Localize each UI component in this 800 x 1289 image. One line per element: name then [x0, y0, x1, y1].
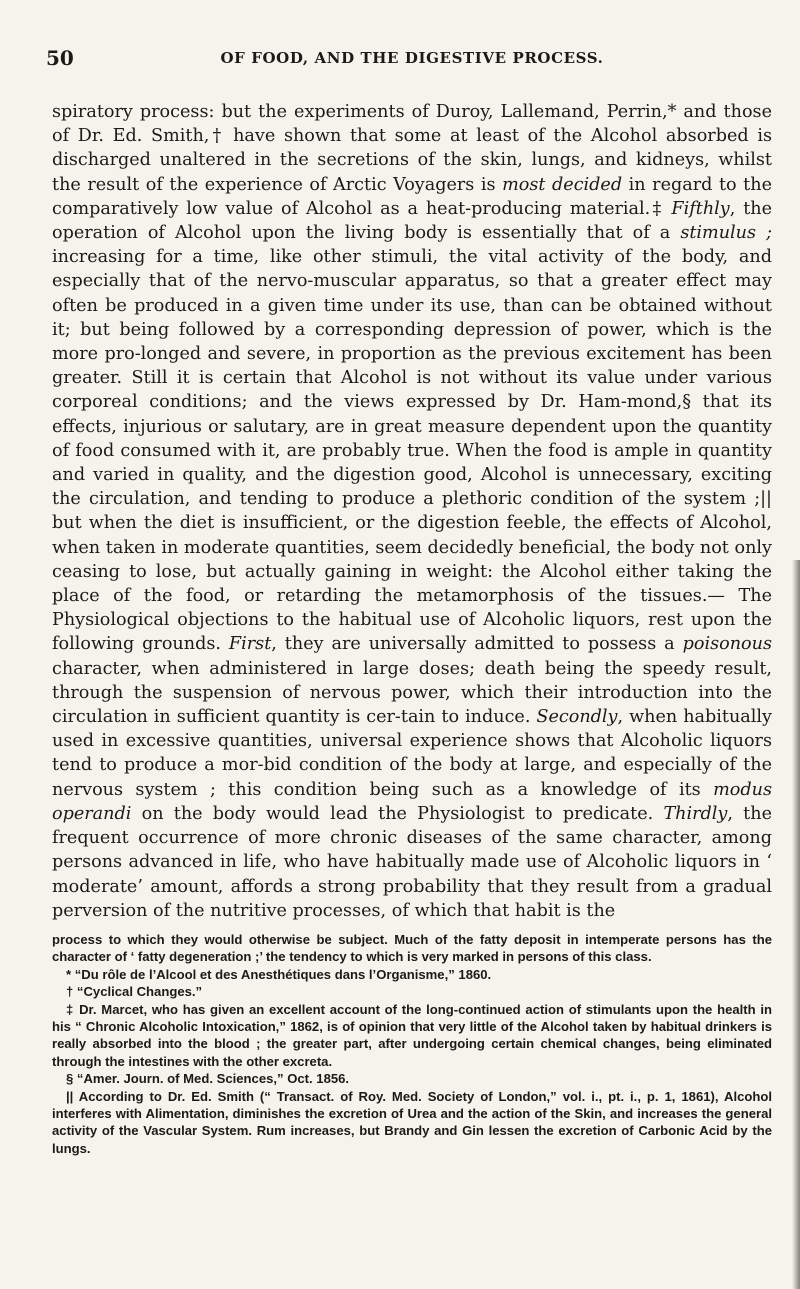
emphasis-modus-operandi: modus operandi [52, 779, 772, 824]
text-run: spiratory process: but the experiments of Duroy, Lallemand, Perrin,* and those of Dr. Ed. Smith,† have shown that some at least of the Alcohol absorbed is discharged unaltered in the secretions of the skin, lungs, and kidneys, whilst the result of the experience of Arctic Voyagers is [52, 102, 772, 195]
footnote-parallel: || According to Dr. Ed. Smith (“ Transact. of Roy. Med. Society of London,” vol. i., pt. i., p. 1, 1861), Alcohol interferes with Alimentation, diminishes the excretion of Urea and the action of the Skin, and increases the general activity of the Vascular System. Rum increases, but Brandy and Gin lessen the excretion of Carbonic Acid by the lungs. [52, 1088, 772, 1156]
text-run: , the frequent occurrence of more chronic diseases of the same character, among persons advanced in life, who have habitually made use of Alcoholic liquors in ‘ moderate’ amount, affords a strong probability that they result from a gradual perversion of the nutritive processes, of which that habit is the [52, 803, 772, 921]
text-run: in regard to the comparatively low value of Alcohol as a heat-producing material.‡ [52, 174, 772, 219]
emphasis-stimulus: stimulus ; [680, 223, 773, 244]
footnotes [52, 931, 772, 1157]
emphasis-thirdly: Thirdly [663, 803, 728, 824]
body-paragraph [52, 100, 772, 923]
page-edge-shadow [792, 560, 800, 1289]
text-run: increasing for a time, like other stimuli, the vital activity of the body, and especially that of the nervo-muscular apparatus, so that a greater effect may often be produced in a given time under its use, than can be obtained without it; but being followed by a corresponding depression of power, which is the more pro-longed and severe, in proportion as the previous excitement has been greater. Still it is certain that Alcohol is not without its value under various corporeal conditions; and the views expressed by Dr. Ham-mond,§ that its effects, injurious or salutary, are in great measure dependent upon the quantity of food consumed with it, are probably true. When the food is ample in quantity and varied in quality, and the digestion good, Alcohol is unnecessary, exciting the circulation, and tending to produce a plethoric condition of the system ;|| but when the diet is insufficient, or the digestion feeble, the effects of Alcohol, when taken in moderate quantities, seem decidedly beneficial, the body not only ceasing to lose, but actually gaining in weight: the Alcohol either taking the place of the food, or retarding the metamorphosis of the tissues.— The Physiological objections to the habitual use of Alcoholic liquors, rest upon the following grounds. [52, 247, 772, 655]
emphasis-fifthly: Fifthly [671, 198, 730, 219]
footnote-section: § “Amer. Journ. of Med. Sciences,” Oct. 1856. [66, 1071, 350, 1087]
page-header [46, 46, 772, 80]
footnote-dagger: † “Cyclical Changes.” [66, 984, 203, 1000]
emphasis-first: First [228, 634, 272, 655]
footnote-continuation: process to which they would otherwise be subject. Much of the fatty deposit in intemperate persons has the character of ‘ fatty degeneration ;’ the tendency to which is very marked in persons of this class. [52, 931, 772, 965]
text-run: character, when administered in large doses; death being the speedy result, through the suspension of nervous power, which their introduction into the circulation in sufficient quantity is cer-tain to induce. [52, 658, 772, 728]
text-run: , when habitually used in excessive quantities, universal experience shows that Alcoholic liquors tend to produce a mor-bid condition of the body at large, and especially of the nervous system ; this condition being such as a knowledge of its [52, 707, 772, 800]
page-number: 50 [46, 46, 74, 70]
emphasis-poisonous: poisonous [682, 634, 772, 655]
emphasis-most-decided: most decided [502, 174, 623, 195]
text-run: , they are universally admitted to possess a [271, 634, 683, 655]
text-run: , the operation of Alcohol upon the living body is essentially that of a [52, 198, 773, 244]
footnote-double-dagger: ‡ Dr. Marcet, who has given an excellent account of the long-continued action of stimulants upon the health in his “ Chronic Alcoholic Intoxication,” 1862, is of opinion that very little of the Alcohol taken by habitual drinkers is really absorbed into the blood ; the greater part, after undergoing certain chemical changes, being eliminated through the intestines with the other excreta. [52, 1001, 772, 1069]
book-page [46, 0, 773, 1157]
footnote-asterisk: * “Du rôle de l’Alcool et des Anesthétiques dans l’Organisme,” 1860. [66, 966, 492, 982]
text-run: on the body would lead the Physiologist to predicate. [131, 803, 664, 824]
running-title: OF FOOD, AND THE DIGESTIVE PROCESS. [220, 49, 604, 67]
emphasis-secondly: Secondly [536, 707, 618, 728]
